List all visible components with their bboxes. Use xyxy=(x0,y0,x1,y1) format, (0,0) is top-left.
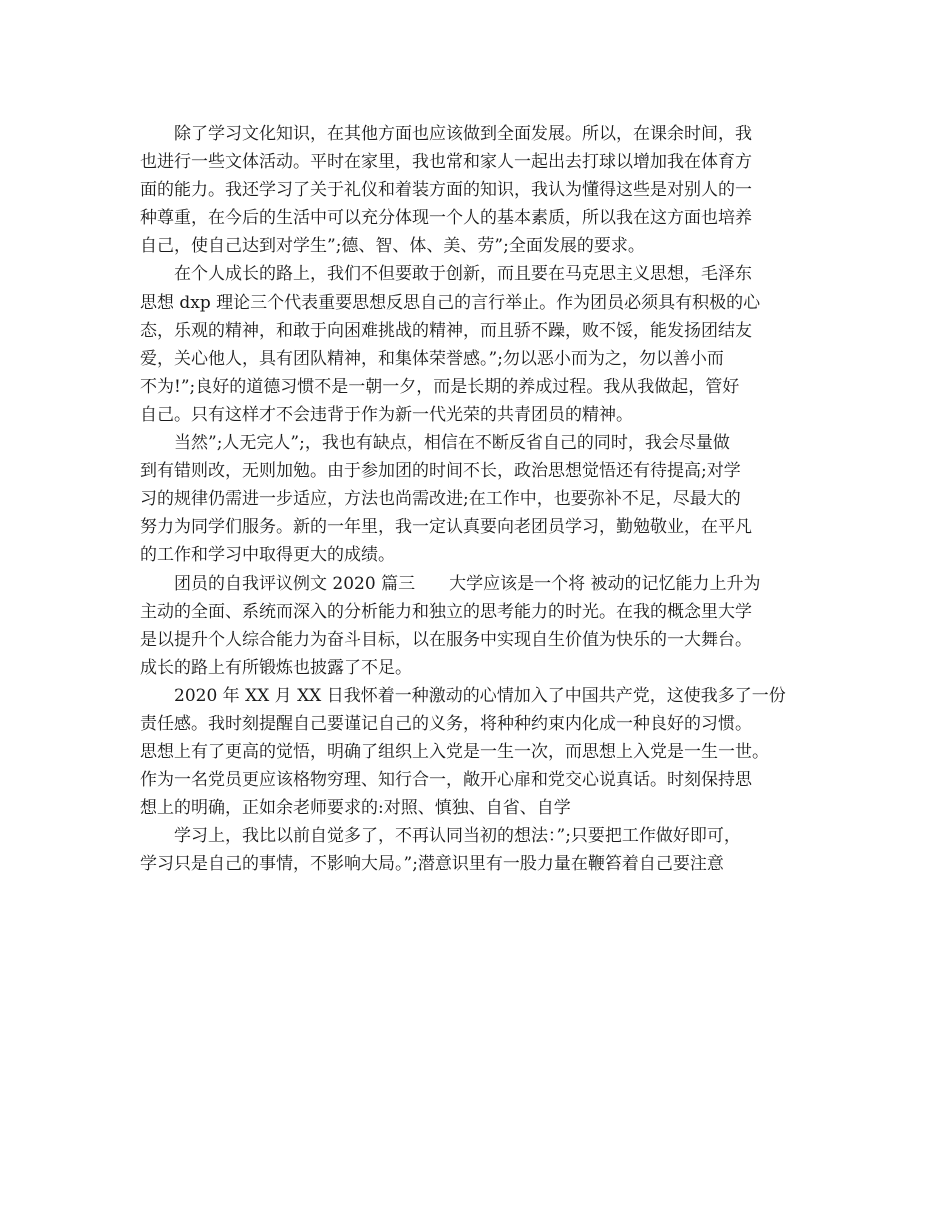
text-line: 主动的全面、系统而深入的分析能力和独立的思考能力的时光。在我的概念里大学 xyxy=(140,601,752,622)
text-line: 自己。只有这样才不会违背于作为新一代光荣的共青团员的精神。 xyxy=(140,404,633,425)
text-line: 努力为同学们服务。新的一年里，我一定认真要向老团员学习，勤勉敬业，在平凡 xyxy=(140,517,752,538)
text-line: 在个人成长的路上，我们不但要敢于创新，而且要在马克思主义思想，毛泽东 xyxy=(140,264,752,285)
text-line: 种尊重，在今后的生活中可以充分体现一个人的基本素质，所以我在这方面也培养 xyxy=(140,208,752,229)
text-line: 团员的自我评议例文 2020 篇三 大学应该是一个将 被动的记忆能力上升为 xyxy=(140,573,761,594)
text-line: 习的规律仍需进一步适应，方法也尚需改进;在工作中，也要弥补不足，尽最大的 xyxy=(140,489,741,510)
text-line: 的工作和学习中取得更大的成绩。 xyxy=(140,545,395,566)
text-line: 爱，关心他人，具有团队精神，和集体荣誉感。”;勿以恶小而为之，勿以善小而 xyxy=(140,348,724,369)
text-line: 责任感。我时刻提醒自己要谨记自己的义务，将种种约束内化成一种良好的习惯。 xyxy=(140,713,752,734)
document-paragraph xyxy=(140,682,812,822)
text-line: 当然”;人无完人”;，我也有缺点，相信在不断反省自己的同时，我会尽量做 xyxy=(140,433,730,454)
text-line: 学习只是自己的事情，不影响大局。”;潜意识里有一股力量在鞭笞着自己要注意 xyxy=(140,854,724,875)
text-line: 到有错则改，无则加勉。由于参加团的时间不长，政治思想觉悟还有待提高;对学 xyxy=(140,461,741,482)
text-line: 想上的明确，正如余老师要求的:对照、慎独、自省、自学 xyxy=(140,798,571,819)
text-line: 面的能力。我还学习了关于礼仪和着装方面的知识，我认为懂得这些是对别人的一 xyxy=(140,180,752,201)
document-paragraph xyxy=(140,429,812,569)
text-line: 作为一名党员更应该格物穷理、知行合一，敞开心扉和党交心说真话。时刻保持思 xyxy=(140,770,752,791)
text-line: 思想 dxp 理论三个代表重要思想反思自己的言行举止。作为团员必须具有积极的心 xyxy=(140,292,761,313)
document-paragraph xyxy=(140,260,812,429)
text-line: 学习上，我比以前自觉多了，不再认同当初的想法：”;只要把工作做好即可， xyxy=(140,826,741,847)
text-line: 思想上有了更高的觉悟，明确了组织上入党是一生一次，而思想上入党是一生一世。 xyxy=(140,742,769,763)
text-line: 成长的路上有所锻炼也披露了不足。 xyxy=(140,657,412,678)
document-paragraph xyxy=(140,120,812,260)
text-line: 态，乐观的精神，和敢于向困难挑战的精神，而且骄不躁，败不馁，能发扬团结友 xyxy=(140,320,752,341)
text-line: 也进行一些文体活动。平时在家里，我也常和家人一起出去打球以增加我在体育方 xyxy=(140,152,752,173)
text-line: 自己，使自己达到对学生”;德、智、体、美、劳”;全面发展的要求。 xyxy=(140,236,645,257)
document-body xyxy=(140,120,812,879)
text-line: 是以提升个人综合能力为奋斗目标，以在服务中实现自生价值为快乐的一大舞台。 xyxy=(140,629,752,650)
document-paragraph xyxy=(140,570,812,682)
text-line: 2020 年 XX 月 XX 日我怀着一种激动的心情加入了中国共产党，这使我多了一份 xyxy=(140,685,786,706)
document-paragraph xyxy=(140,822,812,878)
text-line: 不为!”;良好的道德习惯不是一朝一夕，而是长期的养成过程。我从我做起，管好 xyxy=(140,376,740,397)
text-line: 除了学习文化知识，在其他方面也应该做到全面发展。所以，在课余时间，我 xyxy=(140,124,752,144)
